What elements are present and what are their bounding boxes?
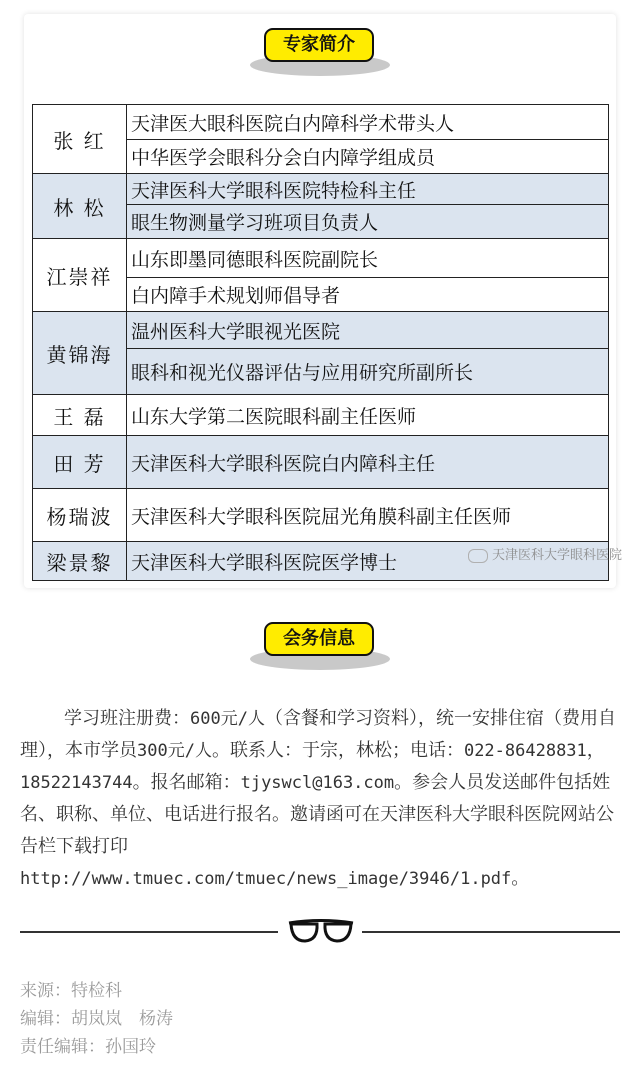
phone-number-1: 022-86428831: [463, 741, 587, 761]
expert-name: 梁景黎: [33, 542, 127, 580]
glasses-icon: [287, 918, 355, 946]
expert-roles: [127, 489, 609, 541]
experts-heading: 专家简介: [264, 28, 374, 62]
local-fee: 300元/人: [137, 741, 212, 761]
text-segment: 。参会人员发送邮件包括姓名、职称、单位、电话进行报名。邀请函可在天津医科大学眼科医院网站公告栏下载打印: [20, 772, 614, 857]
expert-roles: [127, 395, 609, 435]
expert-role: 天津医科大学眼科医院医学博士: [131, 551, 398, 574]
expert-role: 眼生物测量学习班项目负责人: [127, 204, 608, 238]
expert-role: 天津医科大学眼科医院屈光角膜科副主任医师: [131, 505, 512, 528]
expert-row: [33, 174, 609, 239]
watermark: [468, 544, 622, 563]
expert-name: 张 红: [33, 105, 127, 173]
watermark-text: 天津医科大学眼科医院: [491, 548, 622, 563]
expert-row: [33, 436, 609, 489]
expert-roles: [127, 174, 609, 238]
text-segment: 。报名邮箱：: [132, 772, 241, 793]
text-segment: ，: [586, 740, 605, 761]
experts-heading-badge: [0, 28, 640, 82]
wechat-icon: [468, 549, 488, 563]
registration-fee: 600元/人: [190, 709, 265, 729]
expert-role: 天津医大眼科医院白内障科学术带头人: [131, 112, 455, 135]
expert-role: 中华医学会眼科分会白内障学组成员: [127, 139, 608, 173]
expert-role: 天津医科大学眼科医院特检科主任: [131, 179, 417, 202]
text-segment: 。联系人：于宗，林松；电话：: [211, 740, 464, 761]
credit-chief-editor: 责任编辑：孙国玲: [20, 1037, 156, 1057]
expert-name: 黄锦海: [33, 312, 127, 394]
download-link[interactable]: http://www.tmuec.com/tmuec/news_image/3946/1.pdf: [20, 869, 512, 889]
expert-role: 温州医科大学眼视光医院: [131, 320, 341, 343]
divider-left: [20, 931, 278, 933]
credit-source: 来源：特检科: [20, 981, 122, 1001]
expert-row: [33, 239, 609, 312]
text-segment: 。: [511, 868, 530, 889]
expert-row: [33, 395, 609, 436]
phone-number-2: 18522143744: [20, 773, 133, 793]
expert-name: 江崇祥: [33, 239, 127, 311]
expert-name: 杨瑞波: [33, 489, 127, 541]
expert-row: [33, 489, 609, 542]
meeting-heading: 会务信息: [264, 622, 374, 656]
divider-right: [362, 931, 620, 933]
expert-roles: [127, 105, 609, 173]
experts-table: [32, 104, 609, 581]
expert-row: [33, 105, 609, 174]
expert-role: 山东即墨同德眼科医院副院长: [131, 248, 379, 271]
registration-email[interactable]: tjyswcl@163.com: [240, 773, 395, 793]
expert-row: [33, 312, 609, 395]
credit-editor: 编辑：胡岚岚 杨涛: [20, 1009, 173, 1029]
expert-roles: [127, 239, 609, 311]
expert-name: 田 芳: [33, 436, 127, 488]
expert-name: 林 松: [33, 174, 127, 238]
expert-name: 王 磊: [33, 395, 127, 435]
expert-roles: [127, 436, 609, 488]
expert-role: 天津医科大学眼科医院白内障科主任: [131, 452, 436, 475]
expert-role: 山东大学第二医院眼科副主任医师: [131, 405, 417, 428]
meeting-info-paragraph: [20, 703, 624, 895]
text-segment: 学习班注册费：: [64, 708, 190, 729]
meeting-heading-badge: [0, 622, 640, 676]
expert-role: 白内障手术规划师倡导者: [127, 277, 608, 311]
text-segment: （含餐和学习资料），统一安排住宿（费用自理），本市学员: [20, 708, 616, 761]
expert-role: 眼科和视光仪器评估与应用研究所副所长: [127, 348, 608, 394]
expert-roles: [127, 312, 609, 394]
